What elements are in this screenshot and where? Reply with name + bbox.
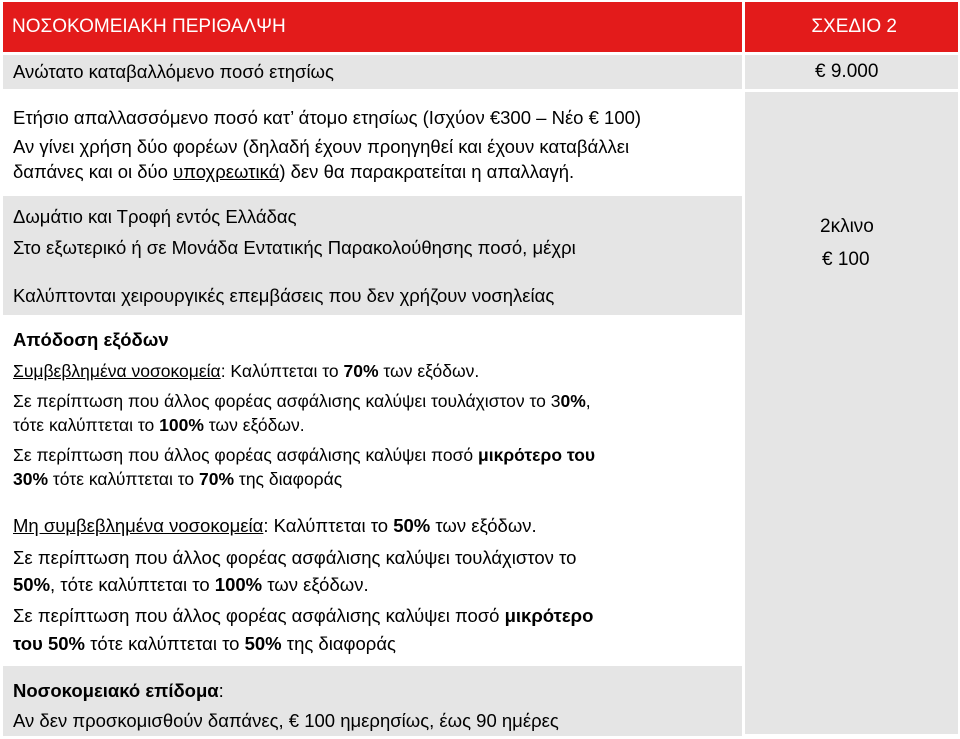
- deductible-line-1: Ετήσιο απαλλασσόμενο ποσό κατ’ άτομο ετησίως (Ισχύον €300 – Νέο € 100): [13, 107, 642, 128]
- room-line-1: Δωμάτιο και Τροφή εντός Ελλάδας: [13, 206, 297, 227]
- right-column-cell: [745, 92, 958, 734]
- annual-max-value: € 9.000: [815, 61, 879, 82]
- plan-label: ΣΧΕΔΙΟ 2: [811, 16, 897, 37]
- room-value-amount: € 100: [822, 249, 870, 270]
- non-contracted-hospitals-line: Μη συμβεβλημένα νοσοκομεία: Καλύπτεται το 50% των εξόδων.: [13, 515, 537, 536]
- reimbursement-title: Απόδοση εξόδων: [13, 329, 169, 350]
- allowance-title: Νοσοκομειακό επίδομα:: [13, 680, 224, 701]
- table-header-plan: [745, 2, 958, 52]
- page-title: ΝΟΣΟΚΟΜΕΙΑΚΗ ΠΕΡΙΘΑΛΨΗ: [12, 16, 286, 37]
- deductible-line-2: Αν γίνει χρήση δύο φορέων (δηλαδή έχουν προηγηθεί και έχουν καταβάλλει: [13, 136, 630, 157]
- contracted-p2-line-1: Σε περίπτωση που άλλος φορέας ασφάλισης καλύψει ποσό μικρότερο του: [13, 445, 596, 465]
- non-contracted-p1-line-2: 50%, τότε καλύπτεται το 100% των εξόδων.: [13, 574, 369, 595]
- contracted-hospitals-line: Συμβεβλημένα νοσοκομεία: Καλύπτεται το 70% των εξόδων.: [13, 361, 480, 381]
- room-line-2: Στο εξωτερικό ή σε Μονάδα Εντατικής Παρακολούθησης ποσό, μέχρι: [13, 237, 576, 258]
- non-contracted-p2-line-1: Σε περίπτωση που άλλος φορέας ασφάλισης καλύψει ποσό μικρότερο: [13, 605, 594, 626]
- allowance-line-2: Αν δεν προσκομισθούν δαπάνες, € 100 ημερησίως, έως 90 ημέρες: [13, 710, 559, 731]
- table-header-title: [3, 2, 742, 52]
- contracted-p2-line-2: 30% τότε καλύπτεται το 70% της διαφοράς: [13, 469, 343, 489]
- surgery-label: Καλύπτονται χειρουργικές επεμβάσεις που δεν χρήζουν νοσηλείας: [13, 285, 555, 306]
- annual-max-label: Ανώτατο καταβαλλόμενο ποσό ετησίως: [13, 61, 334, 82]
- contracted-p1-line-1: Σε περίπτωση που άλλος φορέας ασφάλισης καλύψει τουλάχιστον το 30%,: [13, 391, 591, 411]
- room-value-type: 2κλινο: [820, 216, 874, 237]
- non-contracted-p1-line-1: Σε περίπτωση που άλλος φορέας ασφάλισης καλύψει τουλάχιστον το: [13, 547, 577, 568]
- deductible-line-3: δαπάνες και οι δύο υποχρεωτικά) δεν θα παρακρατείται η απαλλαγή.: [13, 161, 575, 182]
- non-contracted-p2-line-2: του 50% τότε καλύπτεται το 50% της διαφοράς: [13, 633, 396, 654]
- contracted-p1-line-2: τότε καλύπτεται το 100% των εξόδων.: [13, 415, 305, 435]
